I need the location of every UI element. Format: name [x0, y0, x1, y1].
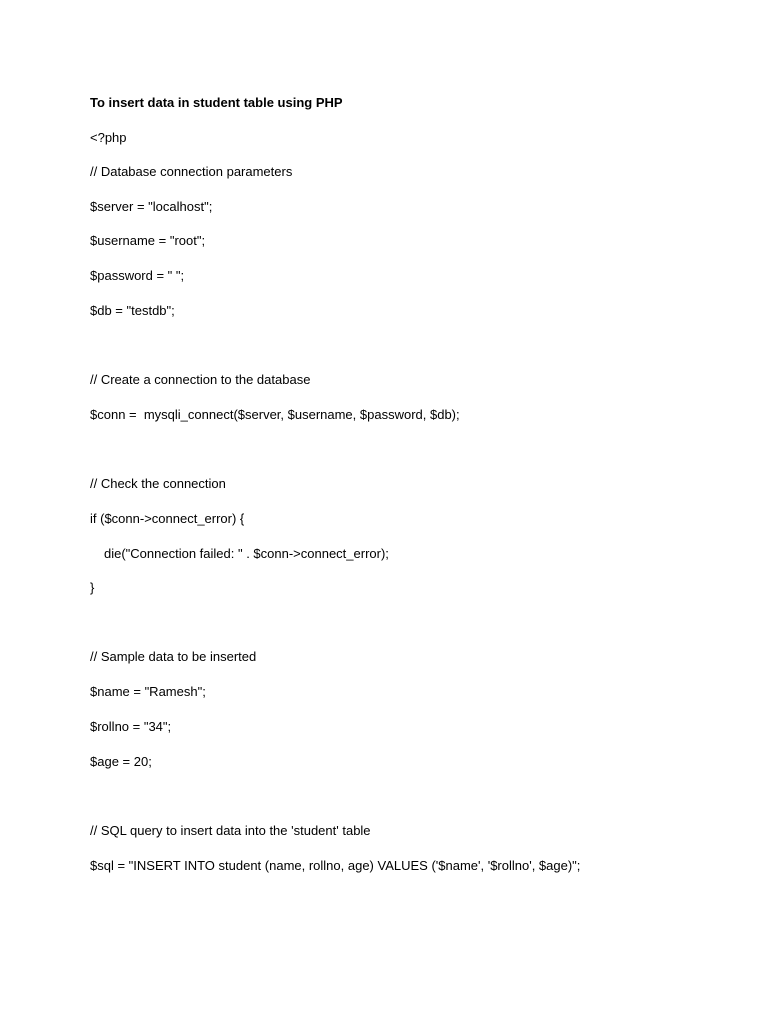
- code-line-password: $password = " ";: [90, 268, 185, 283]
- comment-sample-data: // Sample data to be inserted: [90, 649, 257, 664]
- document-title: To insert data in student table using PHP: [90, 95, 343, 110]
- code-line-db: $db = "testdb";: [90, 303, 175, 318]
- code-line-username: $username = "root";: [90, 233, 206, 248]
- code-line-age: $age = 20;: [90, 754, 152, 769]
- comment-db-params: // Database connection parameters: [90, 164, 293, 179]
- code-line-conn: $conn = mysqli_connect($server, $username, $password, $db);: [90, 407, 460, 422]
- comment-check-connection: // Check the connection: [90, 476, 226, 491]
- code-line-close-brace: }: [90, 580, 95, 595]
- code-line-name: $name = "Ramesh";: [90, 684, 206, 699]
- code-line-rollno: $rollno = "34";: [90, 719, 172, 734]
- comment-sql-query: // SQL query to insert data into the 'student' table: [90, 823, 371, 838]
- code-line-if: if ($conn->connect_error) {: [90, 511, 245, 526]
- comment-create-connection: // Create a connection to the database: [90, 372, 311, 387]
- code-line-die: die("Connection failed: " . $conn->connect_error);: [104, 546, 389, 561]
- code-line-server: $server = "localhost";: [90, 199, 213, 214]
- code-line-php-open: <?php: [90, 130, 127, 145]
- code-line-sql: $sql = "INSERT INTO student (name, rollno, age) VALUES ('$name', '$rollno', $age)";: [90, 858, 581, 873]
